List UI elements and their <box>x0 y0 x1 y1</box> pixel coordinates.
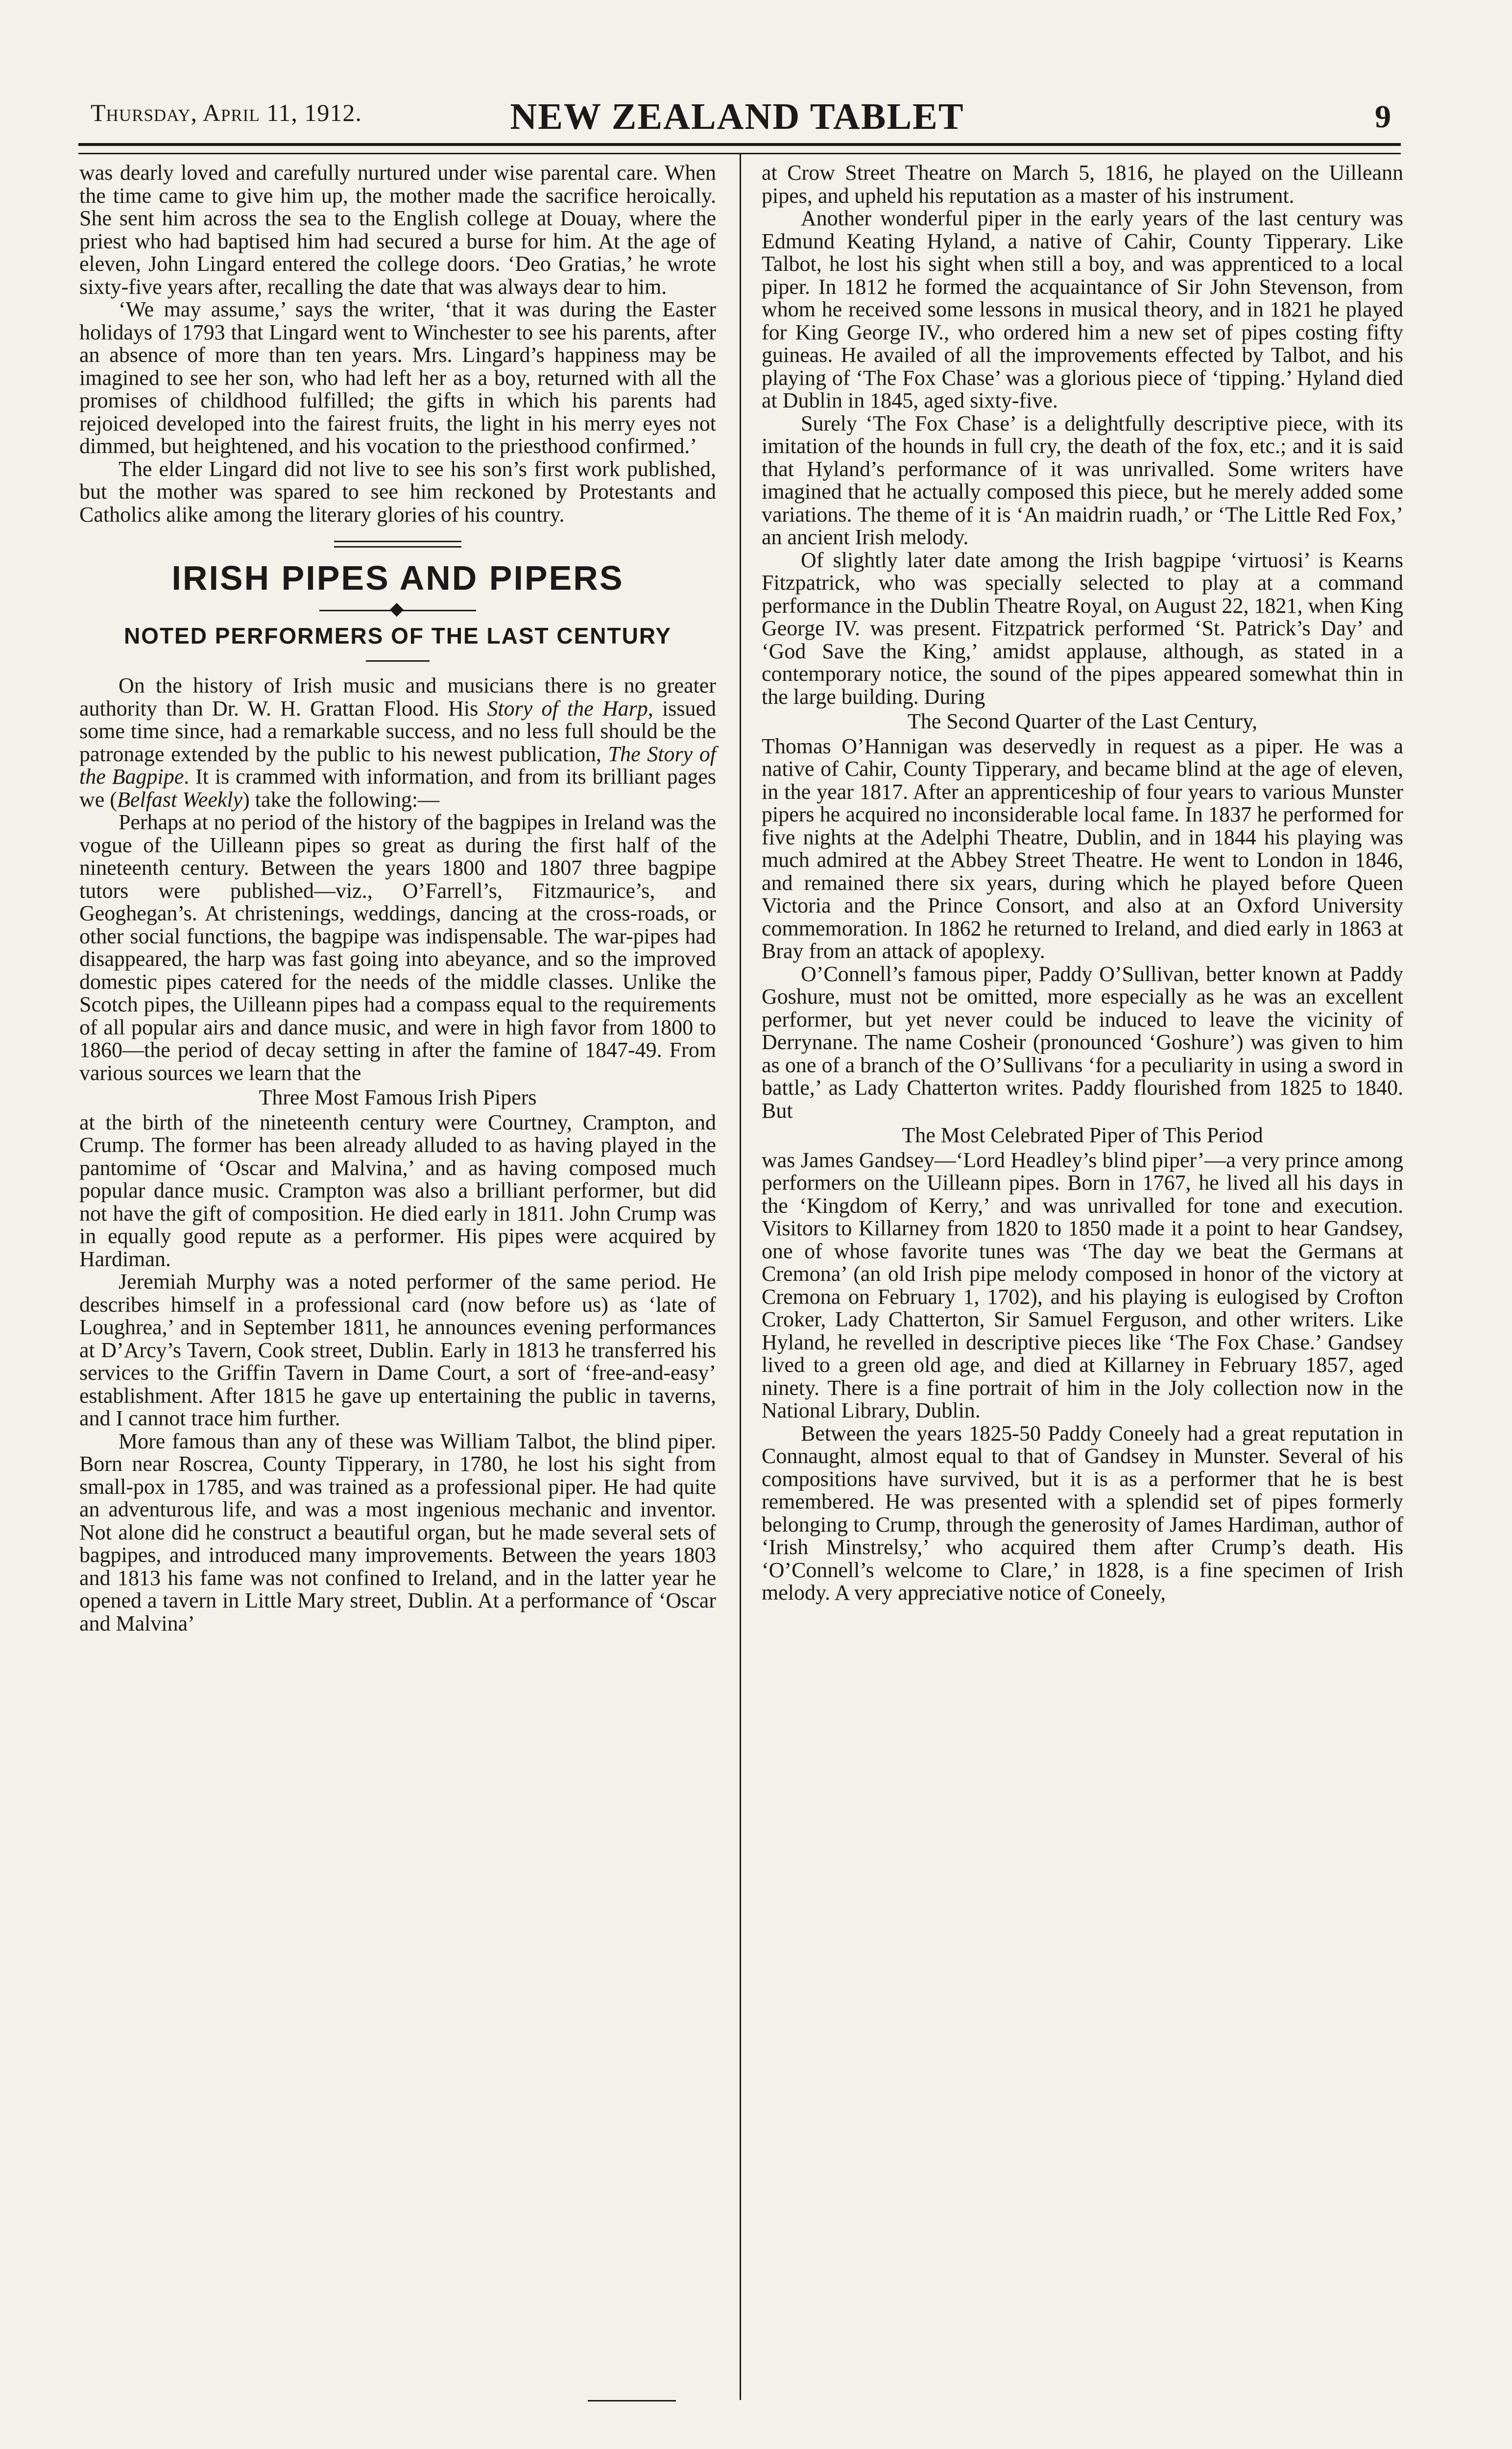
page-number: 9 <box>1375 99 1391 135</box>
paragraph: Perhaps at no period of the history of the bagpipes in Ireland was the vogue of the Uilleann pipes so great as during the first half of the nineteenth century. Between the years 1800 and 1807 three bagpipe tutors were published—viz., O’Farrell’s, Fitzmaurice’s, and Geoghegan’s. At christenings, weddings, dancing at the cross-roads, or other social functions, the bagpipe was indispensable. The war-pipes had disappeared, the harp was fast going into abeyance, and so the improved domestic pipes catered for the needs of the middle classes. Unlike the Scotch pipes, the Uilleann pipes had a compass equal to the requirements of all popular airs and dance music, and were in high favor from 1800 to 1860—the period of decay setting in after the famine of 1847-49. From various sources we learn that the <box>79 810 716 1085</box>
paragraph: Surely ‘The Fox Chase’ is a delightfully descriptive piece, with its imitation of the hounds in full cry, the death of the fox, etc.; and it is said that Hyland’s performance of it was unrivalled. Some writers have imagined that he actually composed this piece, but he merely added some variations. The theme of it is ‘An maidrin ruadh,’ or ‘The Little Red Fox,’ an ancient Irish melody. <box>762 411 1403 549</box>
masthead-rule <box>78 143 1401 154</box>
paragraph: Of slightly later date among the Irish bagpipe ‘virtuosi’ is Kearns Fitzpatrick, who was specially selected to play at a command performance in the Dublin Theatre Royal, on August 22, 1821, when King George IV. was present. Fitzpatrick performed ‘St. Patrick’s Day’ and ‘God Save the King,’ amidst applause, although, as stated in a contemporary notice, the sound of the pipes appeared somewhat thin in the large building. During <box>762 548 1403 709</box>
paragraph: O’Connell’s famous piper, Paddy O’Sullivan, better known at Paddy Goshure, must not be omitted, more especially as he was an excellent performer, but yet never could be induced to leave the vicinity of Derrynane. The name Cosheir (pronounced ‘Goshure’) was given to him as one of a branch of the O’Sullivans ‘for a peculiarity in using a sword in battle,’ as Lady Chatterton writes. Paddy flourished from 1825 to 1840. But <box>762 961 1403 1123</box>
source-name: Belfast Weekly <box>117 787 243 812</box>
text-run: ) take the following:— <box>242 787 440 812</box>
paragraph: Between the years 1825-50 Paddy Coneely had a great reputation in Connaught, almost equal to that of Gandsey in Munster. Several of his compositions have survived, but it is as a performer that he is best remembered. He was presented with a splendid set of pipes formerly belonging to Crump, through the generosity of James Hardiman, author of ‘Irish Minstrelsy,’ who acquired them after Crump’s death. His ‘O’Connell’s welcome to Clare,’ in 1828, is a fine specimen of Irish melody. A very appreciative notice of Coneely, <box>762 1421 1403 1605</box>
paragraph: ‘We may assume,’ says the writer, ‘that it was during the Easter holidays of 1793 that Lingard went to Winchester to see his parents, after an absence of more than ten years. Mrs. Lingard’s happiness may be imagined to see her son, who had left her as a boy, returned with all the promises of childhood fulfilled; the gifts in which his parents had rejoiced developed into the fairest fruits, the light in his merry eyes not dimmed, but heightened, and his vocation to the priesthood confirmed.’ <box>79 297 716 458</box>
book-title: The Story of the Bagpipe <box>79 742 716 789</box>
section-subhead: Three Most Famous Irish Pipers <box>259 1085 537 1109</box>
paragraph: Another wonderful piper in the early years of the last century was Edmund Keating Hyland, a native of Cahir, County Tipperary. Like Talbot, he lost his sight when still a boy, and was apprenticed to a local piper. In 1812 he formed the acquaintance of Sir John Stevenson, from whom he received some lessons in musical theory, and in 1821 he played for King George IV., who ordered him a new set of pipes costing fifty guineas. He availed of all the improvements effected by Talbot, and his playing of ‘The Fox Chase’ was a glorious piece of ‘tipping.’ Hyland died at Dublin in 1845, aged sixty-five. <box>762 206 1403 412</box>
article-subtitle: NOTED PERFORMERS OF THE LAST CENTURY <box>123 623 672 648</box>
paragraph: at Crow Street Theatre on March 5, 1816, he played on the Uilleann pipes, and upheld his reputation as a master of his instrument. <box>762 161 1403 208</box>
paragraph: The elder Lingard did not live to see his son’s first work published, but the mother was spared to see him reckoned by Protestants and Catholics alike among the literary glories of his country. <box>79 456 716 527</box>
paragraph: Thomas O’Hannigan was deservedly in request as a piper. He was a native of Cahir, County Tipperary, and became blind at the age of eleven, in the year 1817. After an apprenticeship of four years to various Munster pipers he acquired no inconsiderable local fame. In 1837 he performed for five nights at the Adelphi Theatre, Dublin, and in 1844 his playing was much admired at the Abbey Street Theatre. He went to London in 1846, and remained there six years, during which he played before Queen Victoria and the Prince Consort, and also at an Oxford University commemoration. In 1862 he returned to Ireland, and died early in 1863 at Bray from an attack of apoplexy. <box>762 734 1403 963</box>
left-column <box>79 162 716 1635</box>
text-run: . It is crammed with information, and from its brilliant pages we ( <box>79 765 716 812</box>
text-run: On the history of Irish music and musicians there is no greater authority than Dr. W. H. Grattan Flood. His <box>79 673 716 720</box>
paragraph: was dearly loved and carefully nurtured under wise parental care. When the time came to give him up, the mother made the sacrifice heroically. She sent him across the sea to the English college at Douay, where the priest who had baptised him had secured a burse for him. At the age of eleven, John Lingard entered the college doors. ‘Deo Gratias,’ he wrote sixty-five years after, recalling the date that was always dear to him. <box>79 161 716 299</box>
column-divider <box>740 154 741 2400</box>
column-end-rule <box>588 2400 676 2401</box>
section-subhead: The Most Celebrated Piper of This Period <box>902 1123 1263 1147</box>
heading-rule <box>334 541 461 548</box>
text-run: , issued some time since, had a remarkable success, and no less full should be the patronage extended by the public to his newest publication, <box>79 696 716 766</box>
diamond-ornament-icon <box>319 604 476 616</box>
section-subhead: The Second Quarter of the Last Century, <box>907 709 1258 733</box>
issue-date: Thursday, April 11, 1912. <box>91 99 362 126</box>
book-title: Story of the Harp <box>487 696 648 720</box>
article-title: IRISH PIPES AND PIPERS <box>171 559 624 597</box>
right-column <box>762 162 1403 1605</box>
paragraph: Jeremiah Murphy was a noted performer of the same period. He describes himself in a professional card (now before us) as ‘late of Loughrea,’ and in September 1811, he announces evening performances at D’Arcy’s Tavern, Cook street, Dublin. Early in 1813 he transferred his services to the Griffin Tavern in Dame Court, a sort of ‘free-and-easy’ establishment. After 1815 he gave up entertaining the public in taverns, and I cannot trace him further. <box>79 1270 716 1430</box>
masthead <box>78 96 1396 140</box>
heading-rule-short <box>366 660 430 662</box>
paragraph: was James Gandsey—‘Lord Headley’s blind piper’—a very prince among performers on the Uilleann pipes. Born in 1767, he lived all his days in the ‘Kingdom of Kerry,’ and was unrivalled for tone and execution. Visitors to Killarney from 1820 to 1850 made it a point to hear Gandsey, one of whose favorite tunes was ‘The day we beat the Germans at Cremona’ (an old Irish pipe melody composed in honor of the victory at Cremona on February 1, 1702), and his playing is eulogised by Crofton Croker, Lady Chatterton, Sir Samuel Ferguson, and other writers. Like Hyland, he revelled in descriptive pieces like ‘The Fox Chase.’ Gandsey lived to a green old age, and died at Killarney in February 1857, aged ninety. There is a fine portrait of him in the Joly collection now in the National Library, Dublin. <box>762 1148 1403 1422</box>
paragraph-flood <box>79 674 716 811</box>
paragraph: More famous than any of these was William Talbot, the blind piper. Born near Roscrea, County Tipperary, in 1780, he lost his sight from small-pox in 1785, and was trained as a professional piper. He had quite an adventurous life, and was a most ingenious mechanic and inventor. Not alone did he construct a beautiful organ, but he made several sets of bagpipes, and introduced many improvements. Between the years 1803 and 1813 his fame was not confined to Ireland, and in the latter year he opened a tavern in Little Mary street, Dublin. At a performance of ‘Oscar and Malvina’ <box>79 1429 716 1635</box>
newspaper-title: NEW ZEALAND TABLET <box>510 96 964 137</box>
paragraph: at the birth of the nineteenth century were Courtney, Crampton, and Crump. The former has been already alluded to as having played in the pantomime of ‘Oscar and Malvina,’ and as having composed much popular dance music. Crampton was also a brilliant performer, but did not have the gift of composition. He died early in 1811. John Crump was in equally good repute as a performer. His pipes were acquired by Hardiman. <box>79 1110 716 1271</box>
article-heading <box>79 541 716 662</box>
